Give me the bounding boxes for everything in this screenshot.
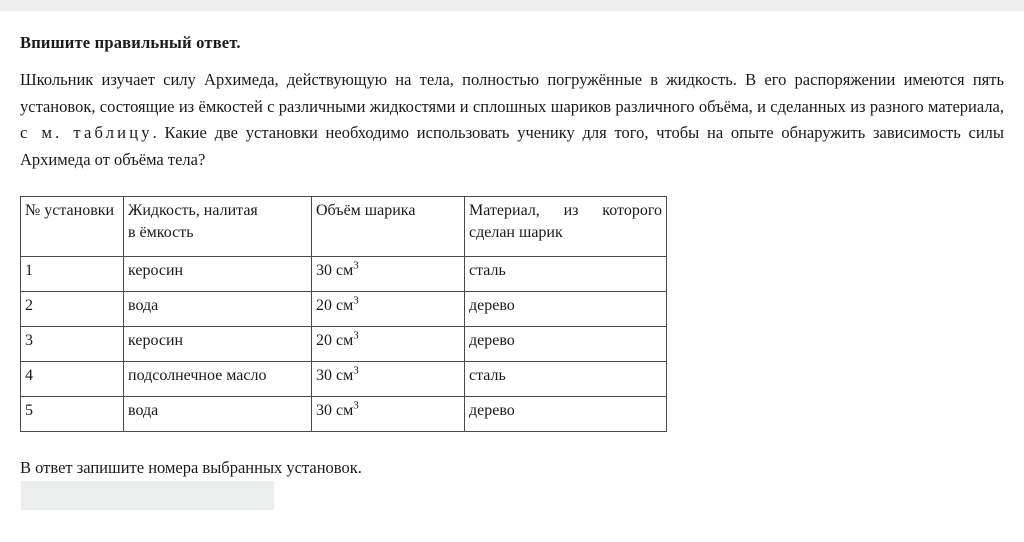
table-header-liquid [124,196,312,256]
table-header-liquid-line2: в ёмкость [128,224,194,242]
cell-volume-exponent: 3 [353,364,359,377]
cell-volume [312,291,465,326]
cell-liquid: подсолнечное масло [124,361,312,396]
cell-number: 2 [21,291,124,326]
cell-volume [312,256,465,291]
cell-material: сталь [465,256,667,291]
table-row [21,326,667,361]
task-statement-part1: Школьник изучает силу Архимеда, действующую на тела, полностью погружённые в жидкость. В его распоряжении имеются пять установок, состоящие из ёмкостей с различными жидкостями и сплошных шариков различного объёма, и сделанных из разного материала, [20,69,1004,116]
task-statement-emphasis: с м. таблицу [20,123,153,143]
cell-volume [312,361,465,396]
answer-instruction: В ответ запишите номера выбранных установок. [20,457,362,477]
cell-volume-value: 30 см [316,401,354,419]
table-header-material-line1: Материал, из которого [469,201,662,219]
table-header-material [465,196,667,256]
cell-volume-exponent: 3 [353,329,359,342]
table-header-liquid-line1: Жидкость, налитая [128,201,258,219]
cell-material: дерево [465,291,667,326]
table-header-number: № установки [21,196,124,256]
table-row [21,361,667,396]
table-header-material-line2: сделан шарик [469,224,563,242]
task-title: Впишите правильный ответ. [20,33,241,52]
cell-number: 4 [21,361,124,396]
table-header-volume: Объём шарика [312,196,465,256]
table-row [21,396,667,431]
cell-liquid: керосин [124,256,312,291]
cell-liquid: вода [124,396,312,431]
cell-volume-exponent: 3 [353,294,359,307]
installations-table [20,196,667,432]
document-content [0,11,1024,480]
cell-liquid: вода [124,291,312,326]
table-header-row [21,196,667,256]
task-statement [20,67,1004,174]
cell-volume-value: 30 см [316,261,354,279]
cell-volume-value: 20 см [316,296,354,314]
cell-volume [312,396,465,431]
cell-volume-value: 20 см [316,331,354,349]
cell-material: дерево [465,396,667,431]
cell-volume-value: 30 см [316,366,354,384]
top-strip [0,0,1024,11]
cell-volume [312,326,465,361]
cell-liquid: керосин [124,326,312,361]
task-statement-part2: . Какие две установки необходимо использовать ученику для того, чтобы на опыте обнаружить зависимость силы Архимеда от объёма тела? [20,123,1004,169]
cell-volume-exponent: 3 [353,399,359,412]
cell-number: 1 [21,256,124,291]
cell-material: дерево [465,326,667,361]
answer-input[interactable] [21,481,274,510]
cell-volume-exponent: 3 [353,259,359,272]
cell-material: сталь [465,361,667,396]
cell-number: 5 [21,396,124,431]
cell-number: 3 [21,326,124,361]
table-row [21,291,667,326]
table-row [21,256,667,291]
